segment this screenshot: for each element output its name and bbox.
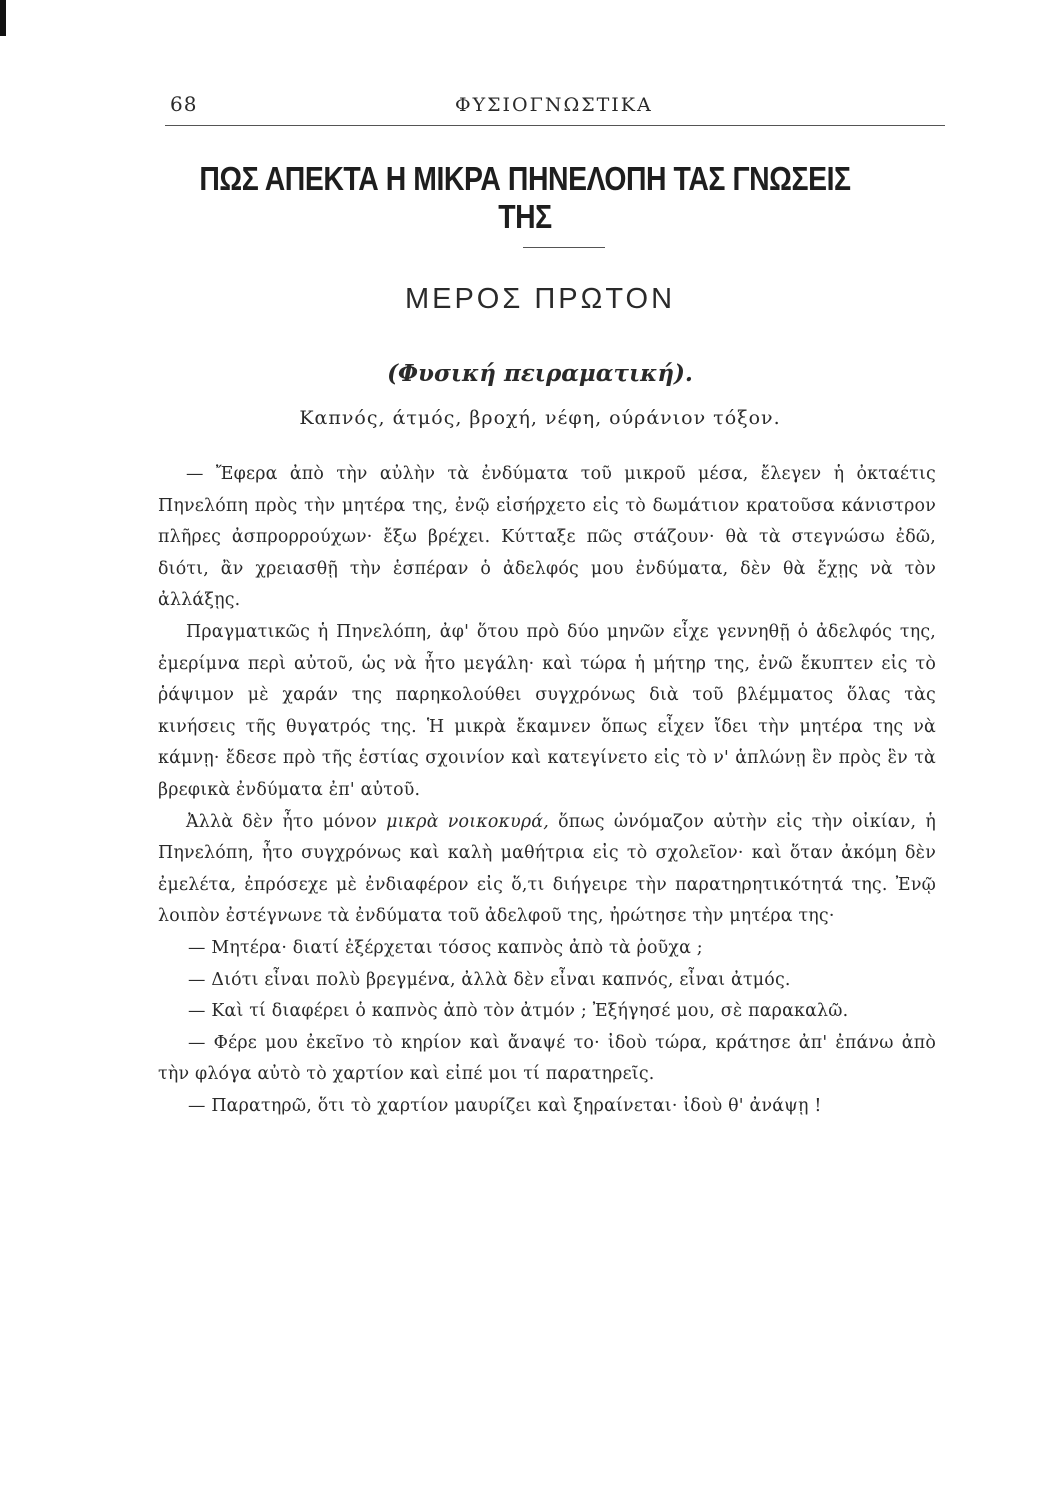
subject-heading: (Φυσική πειραματική). — [387, 360, 693, 387]
dialogue-line: — Μητέρα· διατί ἐξέρχεται τόσος καπνὸς ἀπὸ τὰ ῥοῦχα ; — [188, 937, 703, 958]
part-heading: ΜΕΡΟΣ ΠΡΩΤΟΝ — [404, 283, 676, 315]
paragraph: — Ἔφερα ἀπὸ τὴν αὐλὴν τὰ ἐνδύματα τοῦ μικροῦ μέσα, ἔλεγεν ἡ ὀκταέτις Πηνελόπη πρὸς τὴν μητέρα της, ἐνῷ εἰσήρχετο εἰς τὸ δωμάτιον κρατοῦσα κάνιστρον πλῆρες ἀσπρορρούχων· ἔξω βρέχει. Κύτταξε πῶς στάζουν· θὰ τὰ στεγνώσω ἐδῶ, διότι, ἂν χρειασθῇ τὴν ἑσπέραν ὁ ἀδελφός μου ἐνδύματα, δὲν θὰ ἔχῃς νὰ τὸν ἀλλάξῃς. — [158, 464, 936, 611]
header-rule — [165, 125, 945, 126]
dialogue-line: — Καὶ τί διαφέρει ὁ καπνὸς ἀπὸ τὸν ἀτμόν ; Ἐξήγησέ μου, σὲ παρακαλῶ. — [188, 1001, 849, 1022]
page-number: 68 — [170, 92, 198, 116]
scan-edge-mark — [0, 0, 6, 36]
paragraph — [158, 807, 936, 933]
dialogue-line: — Παρατηρῶ, ὅτι τὸ χαρτίον μαυρίζει καὶ ξηραίνεται· ἰδοὺ θ' ἀνάψῃ ! — [188, 1095, 822, 1116]
topics-line: Καπνός, άτμός, βροχή, νέφη, ούράνιον τόξον. — [299, 407, 781, 429]
title-divider — [523, 247, 605, 248]
paragraph: Πραγματικῶς ἡ Πηνελόπη, ἀφ' ὅτου πρὸ δύο μηνῶν εἶχε γεννηθῇ ὁ ἀδελφός της, ἐμερίμνα περὶ αὐτοῦ, ὡς νὰ ἦτο μεγάλη· καὶ τώρα ἡ μήτηρ της, ἐνῶ ἔκυπτεν εἰς τὸ ῥάψιμον μὲ χαράν της παρηκολούθει συγχρόνως διὰ τοῦ βλέμματος ὅλας τὰς κινήσεις τῆς θυγατρός της. Ἡ μικρὰ ἔκαμνεν ὅπως εἶχεν ἴδει τὴν μητέρα της νὰ κάμνῃ· ἔδεσε πρὸ τῆς ἑστίας σχοινίον καὶ κατεγίνετο εἰς τὸ ν' ἁπλώνῃ ἓν πρὸς ἓν τὰ βρεφικὰ ἐνδύματα ἐπ' αὐτοῦ. — [158, 621, 936, 800]
article-title: ΠΩΣ ΑΠΕΚΤΑ Η ΜΙΚΡΑ ΠΗΝΕΛΟΠΗ ΤΑΣ ΓΝΩΣΕΙΣ ΤΗΣ — [199, 160, 851, 235]
dialogue-line: — Διότι εἶναι πολὺ βρεγμένα, ἀλλὰ δὲν εἶναι καπνός, εἶναι ἀτμός. — [188, 969, 791, 990]
running-header — [165, 88, 945, 128]
italic-phrase: μικρὰ νοικοκυρά, — [386, 811, 549, 832]
dialogue-line: — Φέρε μου ἐκεῖνο τὸ κηρίον καὶ ἄναψέ το· ἰδοὺ τώρα, κράτησε ἀπ' ἐπάνω ἀπὸ τὴν φλόγα αὐτὸ τὸ χαρτίον καὶ εἰπέ μοι τί παρατηρεῖς. — [158, 1032, 936, 1085]
journal-title: ΦΥΣΙΟΓΝΩΣΤΙΚΑ — [455, 94, 653, 116]
article-body — [158, 459, 936, 1122]
paragraph-text: ὅπως ὠνόμαζον αὐτὴν εἰς τὴν οἰκίαν, ἡ Πηνελόπη, ἦτο συγχρόνως καὶ καλὴ μαθήτρια εἰς τὸ σχολεῖον· καὶ ὅταν ἀκόμη δὲν ἐμελέτα, ἐπρόσεχε μὲ ἐνδιαφέρον εἰς ὅ,τι διήγειρε τὴν παρατηρητικότητά της. Ἐνῷ λοιπὸν ἐστέγνωνε τὰ ἐνδύματα τοῦ ἀδελφοῦ της, ἠρώτησε τὴν μητέρα της· — [158, 811, 936, 927]
paragraph-text: Ἀλλὰ δὲν ἦτο μόνον — [186, 811, 378, 832]
